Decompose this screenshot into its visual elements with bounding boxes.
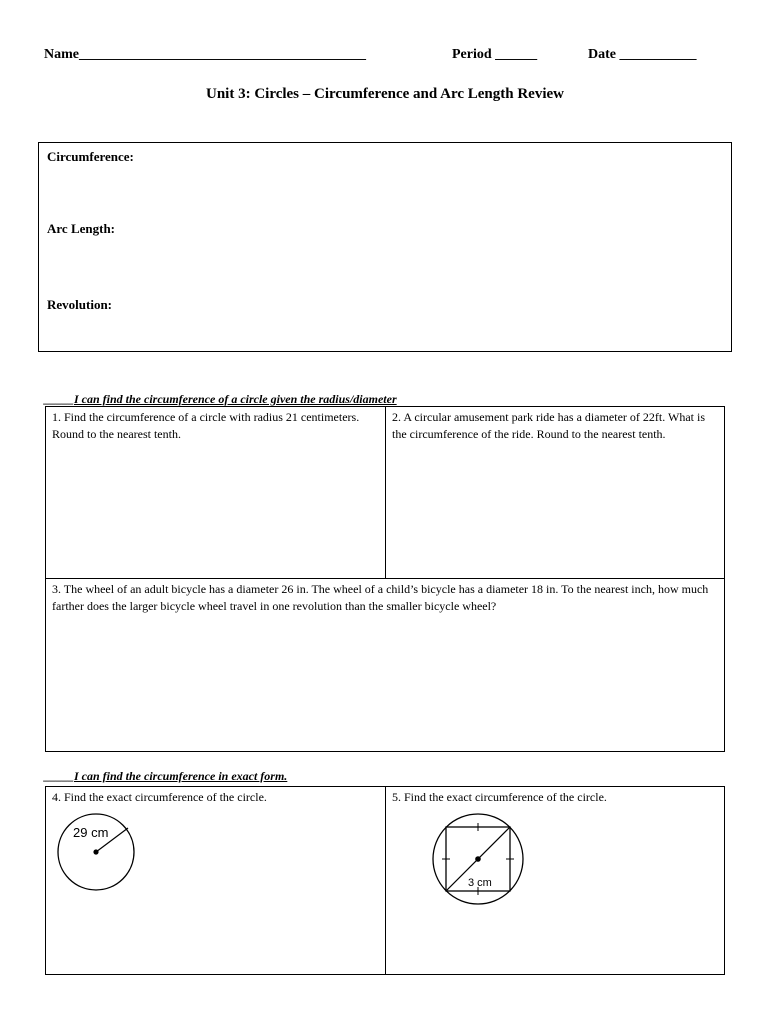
- objective-2-blank[interactable]: _____: [44, 769, 74, 783]
- problem-2-text: 2. A circular amusement park ride has a diameter of 22ft. What is the circumference of the ride. Round to the nearest tenth.: [392, 410, 706, 441]
- figure-4-label: 29 cm: [73, 825, 109, 840]
- objective-1-text: I can find the circumference of a circle given the radius/diameter: [74, 392, 397, 406]
- name-field[interactable]: [44, 47, 366, 63]
- period-field[interactable]: [452, 47, 537, 63]
- figure-5-label: 3 cm: [468, 877, 492, 889]
- problem-4-cell[interactable]: [45, 786, 386, 975]
- inscribed-square-figure: [430, 811, 526, 907]
- problem-4-text: 4. Find the exact circumference of the circle.: [52, 790, 267, 804]
- period-label: Period: [452, 47, 492, 62]
- arc-length-label: Arc Length:: [47, 221, 116, 236]
- problem-5-cell[interactable]: [385, 786, 725, 975]
- name-label: Name: [44, 47, 79, 62]
- problem-1-text: 1. Find the circumference of a circle with radius 21 centimeters. Round to the nearest tenth.: [52, 410, 360, 441]
- date-label: Date: [588, 47, 616, 62]
- problem-2-cell[interactable]: [385, 406, 725, 579]
- revolution-label: Revolution:: [47, 297, 112, 312]
- objective-1-blank[interactable]: _____: [44, 392, 74, 406]
- problem-3-cell[interactable]: [45, 578, 725, 752]
- page-title: Unit 3: Circles – Circumference and Arc Length Review: [205, 86, 564, 102]
- date-field[interactable]: [588, 47, 697, 63]
- date-blank[interactable]: ___________: [619, 47, 697, 62]
- period-blank[interactable]: ______: [495, 47, 538, 62]
- problem-1-cell[interactable]: [45, 406, 386, 579]
- figure-4-center: [93, 849, 98, 854]
- objective-2: [44, 769, 287, 784]
- objective-1: [44, 392, 397, 407]
- name-blank[interactable]: _________________________________________: [79, 47, 366, 62]
- objective-2-text: I can find the circumference in exact form.: [74, 769, 288, 783]
- circumference-label: Circumference:: [47, 149, 134, 164]
- circle-radius-figure: [54, 807, 140, 893]
- problem-5-text: 5. Find the exact circumference of the circle.: [392, 790, 607, 804]
- definitions-box[interactable]: [38, 142, 732, 352]
- problem-3-text: 3. The wheel of an adult bicycle has a diameter 26 in. The wheel of a child’s bicycle has a diameter 18 in. To the nearest inch, how much farther does the larger bicycle wheel travel in one revolution than the smaller bicycle wheel?: [52, 582, 709, 613]
- figure-5-center: [475, 856, 481, 862]
